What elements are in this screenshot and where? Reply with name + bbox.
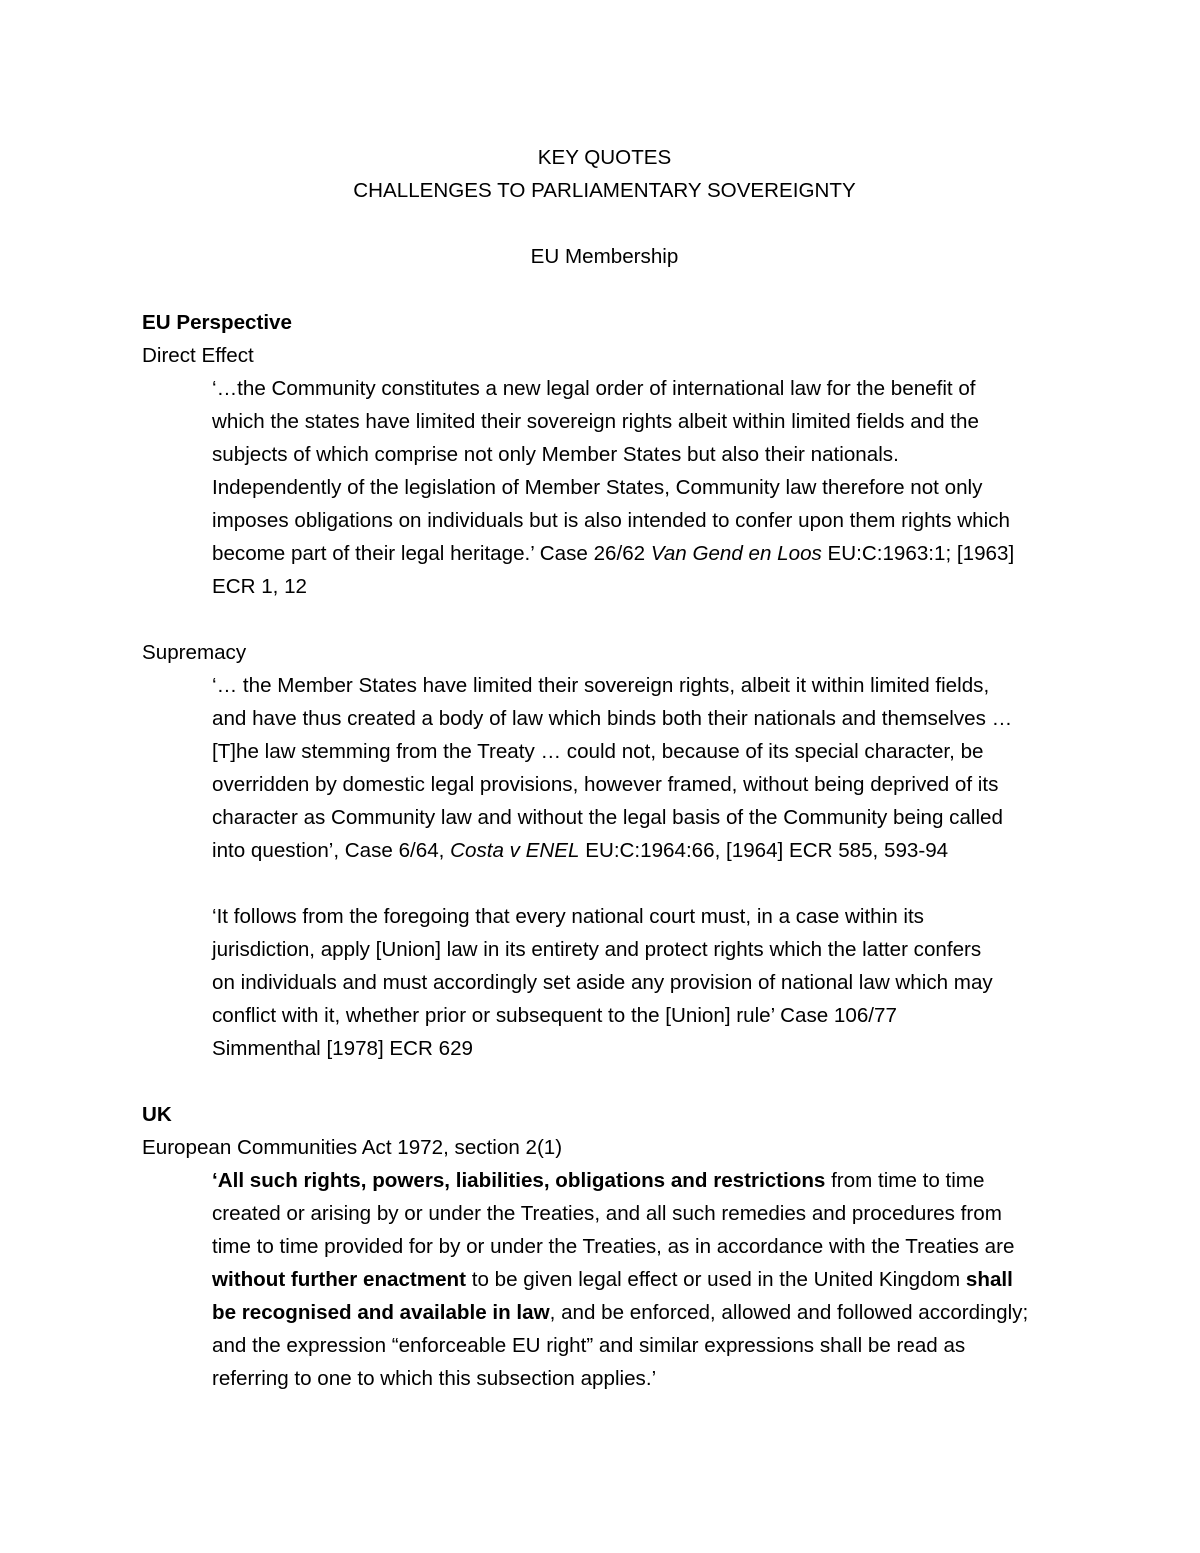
- eu-perspective-heading: EU Perspective: [142, 311, 292, 334]
- quote-eca-s2-1: ‘All such rights, powers, liabilities, obligations and restrictions from time to time created or arising by or under the Treaties, and all such remedies and procedures from time to time provided for by or under the Treaties, as in accordance with the Treaties are without further enactment to be given legal effect or used in the United Kingdom shall be recognised and available in law, and be enforced, allowed and followed accordingly; and the expression “enforceable EU right” and similar expressions shall be read as referring to one to which this subsection applies.’: [212, 1169, 1029, 1390]
- quote-simmenthal: ‘It follows from the foregoing that every national court must, in a case within its jurisdiction, apply [Union] law in its entirety and protect rights which the latter confers on individuals and must accordingly set aside any provision of national law which may conflict with it, whether prior or subsequent to the [Union] rule’ Case 106/77 Simmenthal [1978] ECR 629: [212, 905, 993, 1060]
- quote-costa: ‘… the Member States have limited their sovereign rights, albeit it within limited fields, and have thus created a body of law which binds both their nationals and themselves … [T]he law stemming from the Treaty … could not, because of its special character, be overridden by domestic legal provisions, however framed, without being deprived of its character as Community law and without the legal basis of the Community being called into question’, Case 6/64, Costa v ENEL EU:C:1964:66, [1964] ECR 585, 593-94: [212, 674, 1013, 862]
- doc-subtitle: CHALLENGES TO PARLIAMENTARY SOVEREIGNTY: [353, 179, 856, 202]
- doc-topic: EU Membership: [530, 245, 679, 268]
- case-name: Costa v ENEL: [450, 839, 580, 862]
- uk-heading: UK: [142, 1103, 172, 1126]
- case-name: Van Gend en Loos: [650, 542, 822, 565]
- document-body: [142, 141, 1067, 1395]
- quote-van-gend: ‘…the Community constitutes a new legal order of international law for the benefit of which the states have limited their sovereign rights albeit within limited fields and the subjects of which comprise not only Member States but also their nationals. Independently of the legislation of Member States, Community law therefore not only imposes obligations on individuals but is also intended to confer upon them rights which become part of their legal heritage.’ Case 26/62 Van Gend en Loos EU:C:1963:1; [1963] ECR 1, 12: [212, 377, 1015, 598]
- eca-heading: European Communities Act 1972, section 2(1): [142, 1136, 563, 1159]
- doc-title: KEY QUOTES: [537, 146, 672, 169]
- direct-effect-heading: Direct Effect: [142, 344, 254, 367]
- supremacy-heading: Supremacy: [142, 641, 247, 664]
